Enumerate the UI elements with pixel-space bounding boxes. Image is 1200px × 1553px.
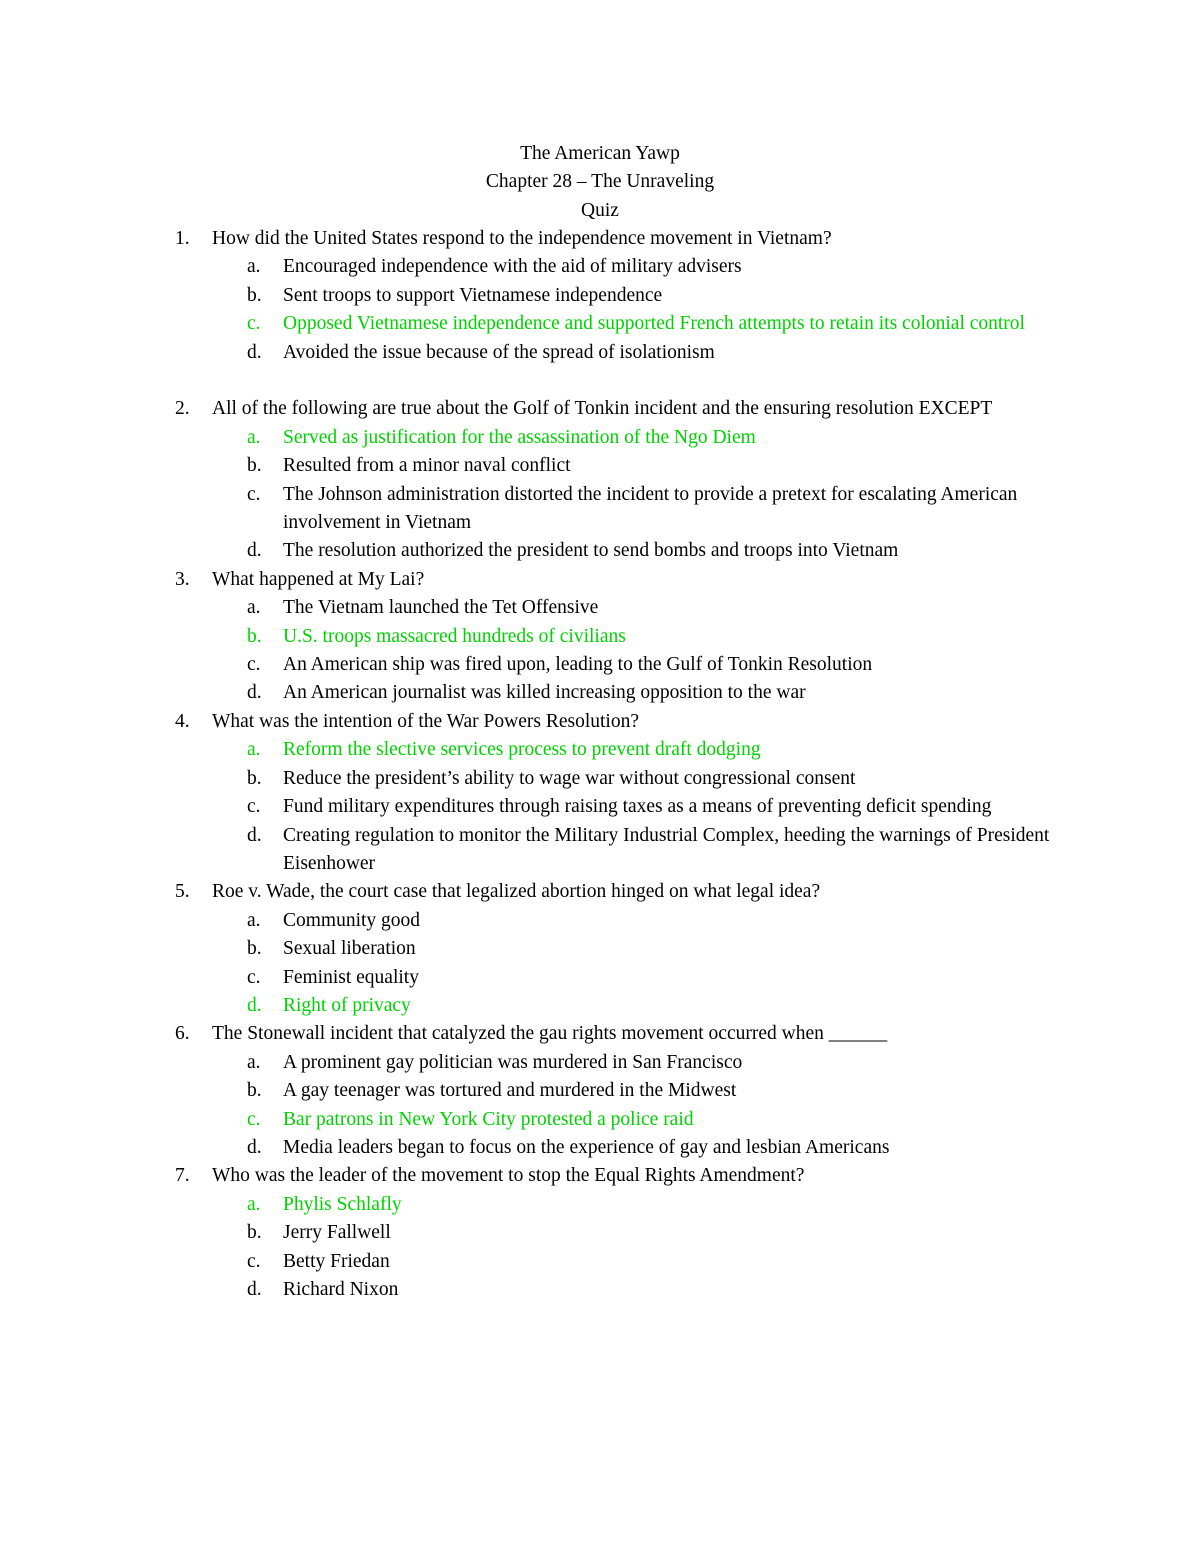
option-3c: c. An American ship was fired upon, leading to the Gulf of Tonkin Resolution <box>247 654 873 676</box>
question-7 <box>0 1162 1200 1304</box>
question-6 <box>0 1020 1200 1162</box>
question-1 <box>0 225 1200 395</box>
question-number: 6. <box>175 1023 190 1045</box>
option-1d: d. Avoided the issue because of the spread of isolationism <box>247 341 715 363</box>
option-5c: c. Feminist equality <box>247 966 419 988</box>
option-5b: b. Sexual liberation <box>247 938 416 960</box>
option-6c-correct: c. Bar patrons in New York City protested a police raid <box>247 1108 694 1130</box>
question-text: 1. How did the United States respond to the independence movement in Vietnam? <box>0 225 1002 253</box>
option-2d: d. The resolution authorized the president to send bombs and troops into Vietnam <box>247 540 899 562</box>
question-number: 3. <box>175 568 190 590</box>
option-5d-correct: d. Right of privacy <box>247 994 411 1016</box>
option-5a: a. Community good <box>247 909 421 931</box>
quiz-label: Quiz <box>581 199 619 221</box>
document-header <box>0 140 1200 225</box>
question-5 <box>0 878 1200 1020</box>
option-7a-correct: a. Phylis Schlafly <box>247 1193 402 1215</box>
option-2c: c. The Johnson administration distorted the incident to provide a pretext for escalating American involvement in Vietnam <box>247 483 1018 534</box>
question-number: 1. <box>175 228 190 249</box>
chapter-title: Chapter 28 – The Unraveling <box>485 171 715 193</box>
option-3b-correct: b. U.S. troops massacred hundreds of civilians <box>247 625 626 647</box>
option-1c-correct: c. Opposed Vietnamese independence and supported French attempts to retain its colonial control <box>247 313 1025 335</box>
option-2a-correct: a. Served as justification for the assassination of the Ngo Diem <box>247 426 756 448</box>
question-number: 5. <box>175 881 190 903</box>
question-3 <box>0 566 1200 708</box>
option-4c: c. Fund military expenditures through raising taxes as a means of preventing deficit spending <box>247 796 992 818</box>
option-7c: c. Betty Friedan <box>247 1250 390 1272</box>
option-4d: d. Creating regulation to monitor the Military Industrial Complex, heeding the warnings of President Eisenhower <box>247 824 1050 874</box>
question-number: 7. <box>175 1165 190 1187</box>
option-4b: b. Reduce the president’s ability to wage war without congressional consent <box>247 767 856 789</box>
question-text: 5. Roe v. Wade, the court case that legalized abortion hinged on what legal idea? <box>0 878 1002 906</box>
option-1a: a. Encouraged independence with the aid of military advisers <box>247 256 742 278</box>
option-1b: b. Sent troops to support Vietnamese independence <box>247 284 663 306</box>
option-3a: a. The Vietnam launched the Tet Offensive <box>247 597 599 619</box>
question-4 <box>0 708 1200 878</box>
quiz-list <box>0 225 1200 1304</box>
option-4a-correct: a. Reform the slective services process to prevent draft dodging <box>247 739 761 761</box>
question-text: 7. Who was the leader of the movement to stop the Equal Rights Amendment? <box>0 1162 1002 1190</box>
question-2 <box>0 395 1200 565</box>
option-3d: d. An American journalist was killed increasing opposition to the war <box>247 682 806 704</box>
option-6d: d. Media leaders began to focus on the experience of gay and lesbian Americans <box>247 1136 890 1158</box>
question-text: 6. The Stonewall incident that catalyzed the gau rights movement occurred when ______ <box>0 1020 1002 1048</box>
book-title: The American Yawp <box>520 143 680 164</box>
option-7d: d. Richard Nixon <box>247 1279 399 1301</box>
question-number: 4. <box>175 710 190 732</box>
blank-line <box>0 367 1200 395</box>
question-text: 3. What happened at My Lai? <box>0 566 1002 594</box>
question-text: 4. What was the intention of the War Powers Resolution? <box>0 708 1002 736</box>
option-6a: a. A prominent gay politician was murdered in San Francisco <box>247 1051 743 1073</box>
question-text: 2. All of the following are true about the Golf of Tonkin incident and the ensuring resolution EXCEPT <box>0 395 1002 423</box>
option-6b: b. A gay teenager was tortured and murdered in the Midwest <box>247 1080 737 1102</box>
option-2b: b. Resulted from a minor naval conflict <box>247 455 571 477</box>
option-7b: b. Jerry Fallwell <box>247 1222 391 1244</box>
question-number: 2. <box>175 398 190 420</box>
